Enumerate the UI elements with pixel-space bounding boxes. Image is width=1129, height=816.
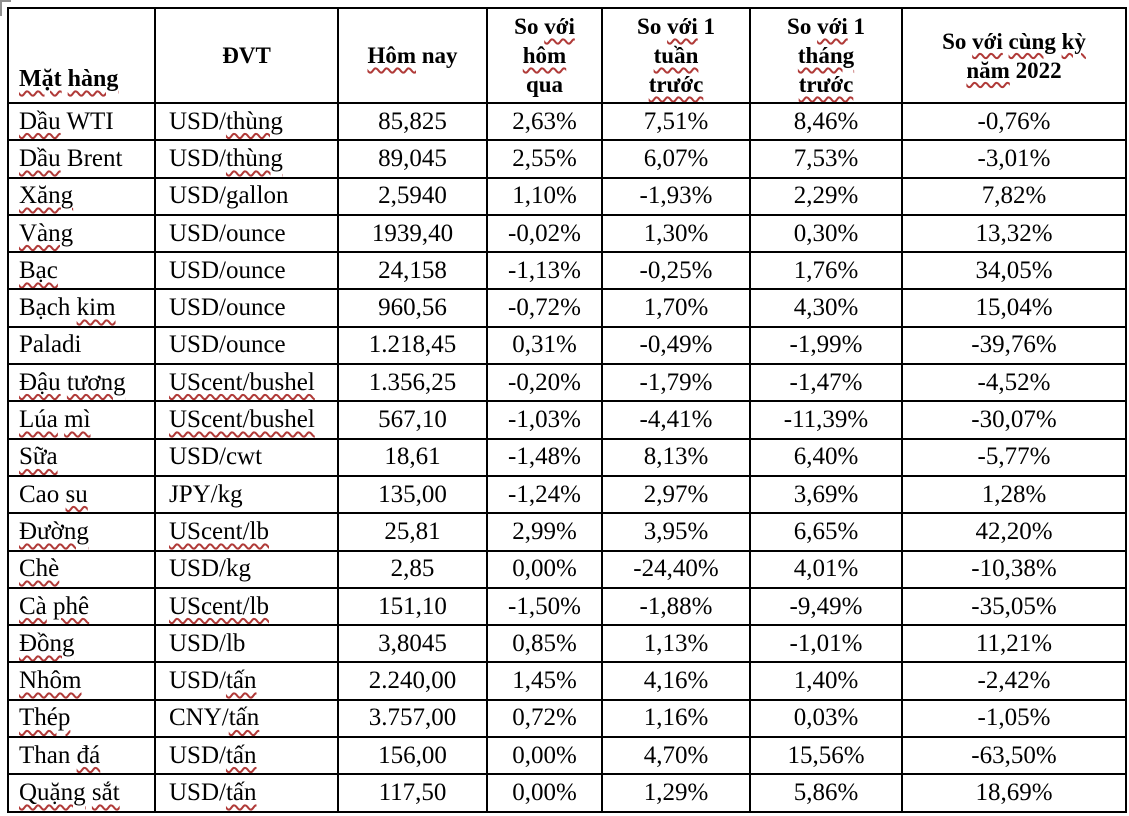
header-line xyxy=(753,41,899,70)
cell-unit xyxy=(155,737,338,774)
word: nay xyxy=(416,43,458,68)
cell-vs-1-week: 1,29% xyxy=(602,774,750,811)
cell-today: 2,85 xyxy=(338,551,487,588)
cell-commodity xyxy=(8,476,155,513)
header-row xyxy=(8,8,1126,103)
header-line xyxy=(341,41,484,70)
cell-vs-yesterday: -1,13% xyxy=(487,252,602,289)
cell-vs-2022: -0,76% xyxy=(902,103,1126,140)
word: USD/ xyxy=(169,144,226,172)
spellcheck-flagged-word: UScent/bushel xyxy=(169,406,315,434)
cell-vs-yesterday: -1,03% xyxy=(487,401,602,438)
word: USD/ xyxy=(169,107,226,135)
header-line xyxy=(753,12,899,41)
spellcheck-flagged-word: Chè xyxy=(19,555,60,583)
cell-vs-1-week: 1,70% xyxy=(602,289,750,326)
word: USD/ xyxy=(169,741,226,769)
table-row xyxy=(8,178,1126,215)
spellcheck-flagged-word: trước xyxy=(798,72,854,97)
cell-today: 3,8045 xyxy=(338,625,487,662)
cell-vs-yesterday: 0,85% xyxy=(487,625,602,662)
cell-vs-2022: 1,28% xyxy=(902,476,1126,513)
cell-unit xyxy=(155,289,338,326)
header-line xyxy=(905,27,1123,56)
table-body xyxy=(8,103,1126,812)
spellcheck-flagged-word: Dầu xyxy=(19,144,61,172)
word: Paladi xyxy=(19,331,82,359)
cell-vs-1-week: -0,49% xyxy=(602,327,750,364)
cell-unit xyxy=(155,252,338,289)
word: Brent xyxy=(60,144,123,172)
table-row xyxy=(8,289,1126,326)
cell-vs-1-week: -1,88% xyxy=(602,588,750,625)
header-line xyxy=(158,41,335,70)
cell-vs-2022: -4,52% xyxy=(902,364,1126,401)
cell-today: 25,81 xyxy=(338,513,487,550)
cell-commodity xyxy=(8,625,155,662)
spellcheck-flagged-word: phê xyxy=(53,592,90,620)
cell-vs-yesterday: 2,55% xyxy=(487,140,602,177)
cell-vs-1-month: 4,01% xyxy=(750,551,902,588)
spellcheck-flagged-word: su xyxy=(65,480,88,508)
cell-vs-2022: 15,04% xyxy=(902,289,1126,326)
column-header-vs-cung-ky-2022 xyxy=(902,8,1126,103)
cell-vs-yesterday: 1,10% xyxy=(487,178,602,215)
cell-today: 960,56 xyxy=(338,289,487,326)
cell-vs-1-week: -4,41% xyxy=(602,401,750,438)
cell-today: 567,10 xyxy=(338,401,487,438)
table-row xyxy=(8,439,1126,476)
cell-vs-1-week: -24,40% xyxy=(602,551,750,588)
spellcheck-flagged-word: tương xyxy=(66,368,126,396)
spellcheck-flagged-word: trước xyxy=(648,72,704,97)
cell-vs-2022: -5,77% xyxy=(902,439,1126,476)
word: Than xyxy=(19,741,77,769)
cell-vs-2022: -35,05% xyxy=(902,588,1126,625)
word: ĐVT xyxy=(222,43,271,68)
cell-unit xyxy=(155,401,338,438)
word: JPY/kg xyxy=(169,480,243,508)
cell-commodity xyxy=(8,103,155,140)
column-header-vs-hom-qua xyxy=(487,8,602,103)
spellcheck-flagged-word: tấn xyxy=(225,667,257,695)
word: USD/ xyxy=(169,778,226,806)
cell-vs-1-month: 2,29% xyxy=(750,178,902,215)
word: 1 xyxy=(697,14,715,39)
cell-vs-1-month: 4,30% xyxy=(750,289,902,326)
table-row xyxy=(8,737,1126,774)
spellcheck-flagged-word: kim xyxy=(76,294,116,322)
cell-commodity xyxy=(8,289,155,326)
cell-today: 117,50 xyxy=(338,774,487,811)
cell-vs-1-week: 8,13% xyxy=(602,439,750,476)
cell-vs-yesterday: 0,00% xyxy=(487,774,602,811)
word: So xyxy=(787,14,818,39)
cell-unit xyxy=(155,439,338,476)
column-header-vs-1-thang-truoc xyxy=(750,8,902,103)
cell-vs-1-week: -0,25% xyxy=(602,252,750,289)
cell-vs-2022: 34,05% xyxy=(902,252,1126,289)
table-row xyxy=(8,513,1126,550)
spellcheck-flagged-word: Thép xyxy=(19,704,71,732)
spellcheck-flagged-word: thùng xyxy=(225,107,283,135)
cell-commodity xyxy=(8,513,155,550)
cell-vs-2022: -2,42% xyxy=(902,662,1126,699)
cell-commodity xyxy=(8,401,155,438)
table-row xyxy=(8,140,1126,177)
spellcheck-flagged-word: UScent/bushel xyxy=(169,368,315,396)
cell-today: 156,00 xyxy=(338,737,487,774)
word: USD/ounce xyxy=(169,256,286,284)
cell-vs-yesterday: 1,45% xyxy=(487,662,602,699)
cell-vs-1-month: 6,65% xyxy=(750,513,902,550)
spellcheck-flagged-word: Cà xyxy=(19,592,47,620)
cell-vs-1-week: 2,97% xyxy=(602,476,750,513)
cell-vs-yesterday: 0,72% xyxy=(487,700,602,737)
cell-vs-1-month: -1,47% xyxy=(750,364,902,401)
table-row xyxy=(8,700,1126,737)
cell-unit xyxy=(155,103,338,140)
header-line xyxy=(605,12,747,41)
word: 1 xyxy=(847,14,865,39)
table-row xyxy=(8,252,1126,289)
header-line xyxy=(490,12,599,41)
spellcheck-flagged-word: Đồng xyxy=(19,629,75,657)
cell-vs-1-week: 7,51% xyxy=(602,103,750,140)
cell-vs-1-month: 8,46% xyxy=(750,103,902,140)
spellcheck-flagged-word: Bạc xyxy=(19,256,58,284)
cell-today: 24,158 xyxy=(338,252,487,289)
cell-commodity xyxy=(8,700,155,737)
cell-vs-2022: -1,05% xyxy=(902,700,1126,737)
cell-vs-2022: -10,38% xyxy=(902,551,1126,588)
spellcheck-flagged-word: cùng xyxy=(1008,28,1056,54)
cell-vs-yesterday: -0,20% xyxy=(487,364,602,401)
spellcheck-flagged-word: với xyxy=(972,28,1003,54)
cell-unit xyxy=(155,364,338,401)
cell-unit xyxy=(155,662,338,699)
cell-vs-1-week: 4,16% xyxy=(602,662,750,699)
spellcheck-flagged-word: UScent/lb xyxy=(169,592,269,620)
cell-vs-2022: -63,50% xyxy=(902,737,1126,774)
cell-vs-yesterday: -1,50% xyxy=(487,588,602,625)
cell-commodity xyxy=(8,178,155,215)
spellcheck-flagged-word: Dầu xyxy=(19,107,61,135)
table-row xyxy=(8,588,1126,625)
cell-commodity xyxy=(8,662,155,699)
header-line xyxy=(753,70,899,99)
cell-commodity xyxy=(8,140,155,177)
cell-commodity xyxy=(8,215,155,252)
cell-today: 2,5940 xyxy=(338,178,487,215)
column-header-vs-1-tuan-truoc xyxy=(602,8,750,103)
cell-vs-1-month: 15,56% xyxy=(750,737,902,774)
cell-vs-1-week: -1,79% xyxy=(602,364,750,401)
cell-commodity xyxy=(8,774,155,811)
cell-vs-1-month: 1,76% xyxy=(750,252,902,289)
cell-vs-1-month: 7,53% xyxy=(750,140,902,177)
table-row xyxy=(8,551,1126,588)
spellcheck-flagged-word: với xyxy=(667,14,698,39)
table-header xyxy=(8,8,1126,103)
cell-vs-2022: -3,01% xyxy=(902,140,1126,177)
cell-vs-2022: -39,76% xyxy=(902,327,1126,364)
cell-vs-yesterday: 0,00% xyxy=(487,551,602,588)
table-row xyxy=(8,476,1126,513)
cell-vs-1-month: 1,40% xyxy=(750,662,902,699)
word: qua xyxy=(525,72,564,97)
word: WTI xyxy=(60,107,114,135)
spellcheck-flagged-word: tháng xyxy=(797,43,855,68)
word: USD/ xyxy=(169,667,226,695)
cell-vs-1-month: -1,99% xyxy=(750,327,902,364)
spellcheck-flagged-word: với xyxy=(817,14,848,39)
cell-commodity xyxy=(8,551,155,588)
spellcheck-flagged-word: kỳ xyxy=(1061,28,1086,54)
cell-commodity xyxy=(8,364,155,401)
spellcheck-flagged-word: đá xyxy=(76,741,101,769)
table-row xyxy=(8,364,1126,401)
cell-vs-2022: 42,20% xyxy=(902,513,1126,550)
column-header-mat-hang xyxy=(8,8,155,103)
cell-vs-yesterday: 2,99% xyxy=(487,513,602,550)
cell-commodity xyxy=(8,252,155,289)
spellcheck-flagged-word: Đường xyxy=(19,517,89,545)
spellcheck-flagged-word: năm xyxy=(966,57,1010,83)
cell-today: 1.218,45 xyxy=(338,327,487,364)
word: USD/ounce xyxy=(169,331,286,359)
cell-today: 85,825 xyxy=(338,103,487,140)
table-row xyxy=(8,774,1126,811)
cell-vs-yesterday: 2,63% xyxy=(487,103,602,140)
cell-commodity xyxy=(8,327,155,364)
header-line xyxy=(19,65,152,94)
word: So xyxy=(637,14,668,39)
header-line xyxy=(905,56,1123,85)
word: Bạch xyxy=(19,294,77,322)
cell-unit xyxy=(155,774,338,811)
column-header-dvt xyxy=(155,8,338,103)
table-row xyxy=(8,625,1126,662)
spellcheck-flagged-word: Đậu xyxy=(19,368,61,396)
spellcheck-flagged-word: thùng xyxy=(225,144,283,172)
header-line xyxy=(605,70,747,99)
cell-vs-1-week: 3,95% xyxy=(602,513,750,550)
column-header-hom-nay xyxy=(338,8,487,103)
header-line xyxy=(490,70,599,99)
cell-vs-yesterday: 0,00% xyxy=(487,737,602,774)
cell-vs-1-week: 4,70% xyxy=(602,737,750,774)
cell-vs-1-week: 1,13% xyxy=(602,625,750,662)
cell-vs-1-month: 0,03% xyxy=(750,700,902,737)
cell-commodity xyxy=(8,737,155,774)
cell-unit xyxy=(155,551,338,588)
cell-today: 89,045 xyxy=(338,140,487,177)
spellcheck-flagged-word: tuần xyxy=(653,43,699,68)
cell-today: 135,00 xyxy=(338,476,487,513)
spellcheck-flagged-word: Hôm xyxy=(367,43,416,68)
cell-unit xyxy=(155,327,338,364)
spellcheck-flagged-word: sắt xyxy=(91,778,120,806)
cell-commodity xyxy=(8,439,155,476)
cell-today: 3.757,00 xyxy=(338,700,487,737)
cell-commodity xyxy=(8,588,155,625)
spellcheck-flagged-word: tấn xyxy=(225,778,257,806)
cell-vs-1-month: -11,39% xyxy=(750,401,902,438)
word: So xyxy=(514,14,545,39)
cell-unit xyxy=(155,513,338,550)
word: USD/lb xyxy=(169,629,246,657)
table-row xyxy=(8,401,1126,438)
cell-vs-yesterday: 0,31% xyxy=(487,327,602,364)
cell-vs-1-month: 5,86% xyxy=(750,774,902,811)
spellcheck-flagged-word: tấn xyxy=(228,704,260,732)
word: 2022 xyxy=(1009,57,1062,83)
word: USD/ounce xyxy=(169,219,286,247)
cell-unit xyxy=(155,215,338,252)
spellcheck-flagged-word: hôm xyxy=(522,43,567,68)
word: USD/kg xyxy=(169,555,251,583)
table-row xyxy=(8,103,1126,140)
spellcheck-flagged-word: tấn xyxy=(225,741,257,769)
spellcheck-flagged-word: hàng xyxy=(67,66,119,92)
cell-vs-1-week: 6,07% xyxy=(602,140,750,177)
header-line xyxy=(490,41,599,70)
cell-today: 2.240,00 xyxy=(338,662,487,699)
cell-vs-1-month: -1,01% xyxy=(750,625,902,662)
cell-vs-2022: -30,07% xyxy=(902,401,1126,438)
cell-unit xyxy=(155,588,338,625)
spellcheck-flagged-word: Mặt xyxy=(19,66,62,92)
cell-today: 1939,40 xyxy=(338,215,487,252)
cell-vs-yesterday: -1,24% xyxy=(487,476,602,513)
word: USD/cwt xyxy=(169,443,263,471)
word: USD/ounce xyxy=(169,294,286,322)
cell-vs-2022: 13,32% xyxy=(902,215,1126,252)
cell-vs-2022: 11,21% xyxy=(902,625,1126,662)
cell-unit xyxy=(155,476,338,513)
spellcheck-flagged-word: Xăng xyxy=(19,182,74,210)
spellcheck-flagged-word: Vàng xyxy=(19,219,74,247)
cell-vs-1-week: 1,16% xyxy=(602,700,750,737)
commodity-price-table xyxy=(7,7,1127,813)
spellcheck-flagged-word: mì xyxy=(64,406,91,434)
table-row xyxy=(8,327,1126,364)
cell-unit xyxy=(155,700,338,737)
cell-unit xyxy=(155,625,338,662)
cell-today: 151,10 xyxy=(338,588,487,625)
word: Cao xyxy=(19,480,66,508)
spellcheck-flagged-word: với xyxy=(544,14,575,39)
cell-unit xyxy=(155,178,338,215)
cell-vs-1-month: -9,49% xyxy=(750,588,902,625)
cell-vs-2022: 18,69% xyxy=(902,774,1126,811)
cell-vs-1-month: 6,40% xyxy=(750,439,902,476)
spellcheck-flagged-word: Sữa xyxy=(19,443,58,471)
cell-vs-yesterday: -0,02% xyxy=(487,215,602,252)
spellcheck-flagged-word: UScent/lb xyxy=(169,517,269,545)
word: CNY/ xyxy=(169,704,229,732)
table-row xyxy=(8,662,1126,699)
header-line xyxy=(605,41,747,70)
cell-vs-1-month: 3,69% xyxy=(750,476,902,513)
word: USD/gallon xyxy=(169,182,289,210)
cell-vs-2022: 7,82% xyxy=(902,178,1126,215)
cell-vs-yesterday: -0,72% xyxy=(487,289,602,326)
spellcheck-flagged-word: Nhôm xyxy=(19,667,82,695)
word: So xyxy=(942,28,973,54)
cell-today: 1.356,25 xyxy=(338,364,487,401)
spellcheck-flagged-word: Quặng xyxy=(19,778,86,806)
spellcheck-flagged-word: Lúa xyxy=(19,406,58,434)
table-row xyxy=(8,215,1126,252)
cell-unit xyxy=(155,140,338,177)
cell-vs-1-month: 0,30% xyxy=(750,215,902,252)
cell-vs-1-week: 1,30% xyxy=(602,215,750,252)
cell-vs-1-week: -1,93% xyxy=(602,178,750,215)
cell-today: 18,61 xyxy=(338,439,487,476)
cell-vs-yesterday: -1,48% xyxy=(487,439,602,476)
